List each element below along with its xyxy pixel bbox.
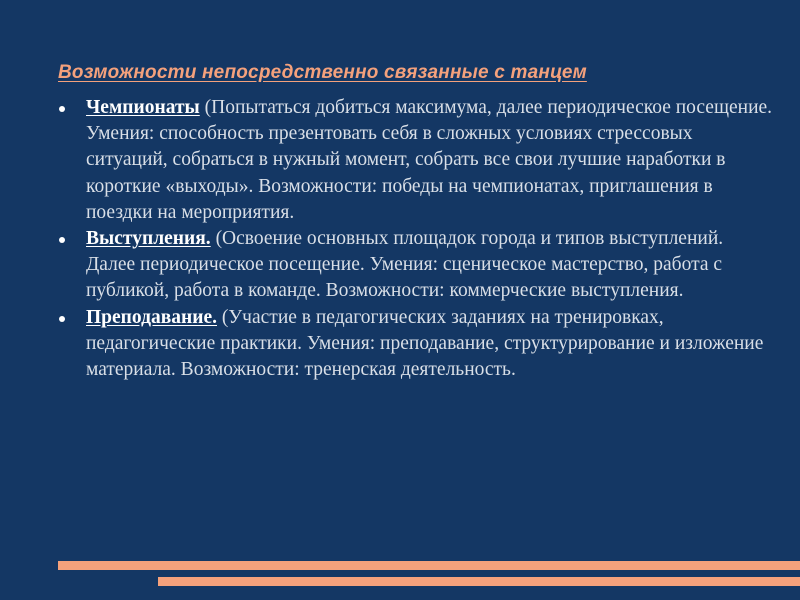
bullet-item-performances	[86, 226, 776, 305]
bullet-text: (Освоение основных площадок города и типов выступлений. Далее периодическое посещение. Умения: сценическое мастерство, работа с публикой, работа в команде. Возможности: коммерческие выступления.	[86, 228, 724, 302]
bullet-item-teaching	[86, 305, 776, 384]
bullet-item-championships	[86, 95, 776, 226]
bullet-heading: Выступления.	[86, 228, 211, 250]
bullet-text: (Участие в педагогических заданиях на тренировках, педагогические практики. Умения: преподавание, структурирование и изложение материала. Возможности: тренерская деятельность.	[86, 306, 764, 381]
decorative-bar-top	[58, 561, 800, 570]
bullet-text: (Попытаться добиться максимума, далее периодическое посещение. Умения: способность презентовать себя в сложных условиях стрессовых ситуаций, собраться в нужный момент, собрать все свои лучшие наработки в короткие «выходы». Возможности: победы на чемпионатах, приглашения в поездки на мероприятия.	[86, 97, 773, 223]
bullet-dot-icon	[59, 316, 65, 322]
bullet-dot-icon	[59, 106, 65, 112]
bullet-heading: Чемпионаты	[86, 97, 200, 118]
bullet-list	[86, 95, 776, 383]
slide-title: Возможности непосредственно связанные с танцем	[58, 62, 587, 83]
decorative-bar-bottom	[158, 577, 800, 586]
bullet-dot-icon	[59, 237, 65, 243]
bullet-heading: Преподавание.	[86, 306, 217, 328]
